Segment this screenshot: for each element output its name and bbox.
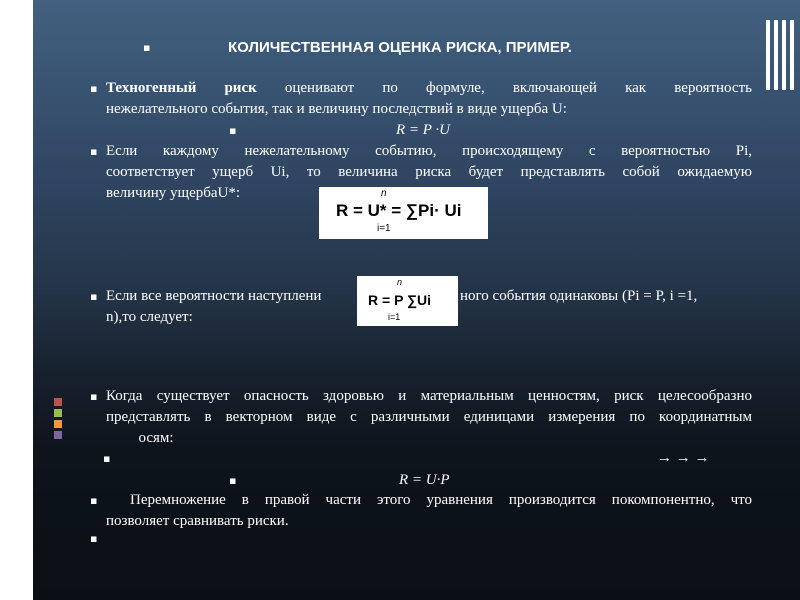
formula-4: R = U·P	[399, 472, 450, 488]
p4-line3: осям:	[138, 430, 174, 446]
decorative-squares	[54, 398, 62, 442]
formula2-upper: n	[381, 188, 387, 199]
bullet-5: ▪	[90, 494, 98, 507]
formula-2-box	[319, 187, 488, 239]
bullet-1: ▪	[90, 82, 98, 95]
bullet-empty: ▪	[90, 532, 98, 545]
square-orange	[54, 420, 62, 428]
p2-line3: величину ущербаU*:	[106, 185, 241, 201]
p4-line2: представлять в векторном виде с различными единицами измерения по координатным	[106, 409, 752, 425]
square-red	[54, 398, 62, 406]
formula1-bullet: ▪	[229, 124, 237, 137]
p5-line1: Перемножение в правой части этого уравнения производится покомпонентно, что	[130, 492, 752, 508]
bullet-4: ▪	[90, 390, 98, 403]
bullet-3: ▪	[90, 290, 98, 303]
slide	[33, 0, 800, 600]
slide-title: КОЛИЧЕСТВЕННАЯ ОЦЕНКА РИСКА, ПРИМЕР.	[228, 39, 572, 56]
p2-line2: соответствует ущерб Ui, то величина риска будет представлять собой ожидаемую	[106, 164, 752, 180]
formula2-main: R = U* = ∑Pi· Ui	[336, 201, 462, 220]
vector-arrows: → → →	[657, 450, 710, 466]
formula-3-box	[357, 276, 458, 326]
p2-line1: Если каждому нежелательному событию, происходящему с вероятностью Pi,	[106, 143, 752, 159]
p1-line1-rest: оценивают по формуле, включающей как вероятность	[284, 80, 752, 96]
formula3-upper: n	[397, 277, 403, 287]
p3-line1-right: ного события одинаковы (Pi = P, i =1,	[460, 288, 698, 304]
p3-line1-left: Если все вероятности наступлени	[106, 288, 322, 304]
formula4-bullet: ▪	[229, 474, 237, 487]
p5-line2: позволяет сравнивать риски.	[106, 513, 289, 529]
p3-line2: n),то следует:	[106, 309, 193, 325]
square-green	[54, 409, 62, 417]
square-purple	[54, 431, 62, 439]
decorative-lines	[766, 20, 800, 90]
p4-line1: Когда существует опасность здоровью и материальным ценностям, риск целесообразно	[106, 388, 752, 404]
arrows-bullet: ▪	[103, 452, 111, 465]
title-bullet: ▪	[143, 41, 151, 54]
formula-1: R = P ·U	[396, 122, 451, 138]
formula3-main: R = P ∑Ui	[368, 292, 432, 308]
p1-bold-term: Техногенный риск	[106, 80, 257, 96]
bullet-2: ▪	[90, 145, 98, 158]
p1-line1	[106, 78, 752, 99]
formula2-lower: i=1	[377, 223, 391, 234]
p1-line2: нежелательного события, так и величину последствий в виде ущерба U:	[106, 101, 567, 117]
formula3-lower: i=1	[388, 312, 401, 322]
